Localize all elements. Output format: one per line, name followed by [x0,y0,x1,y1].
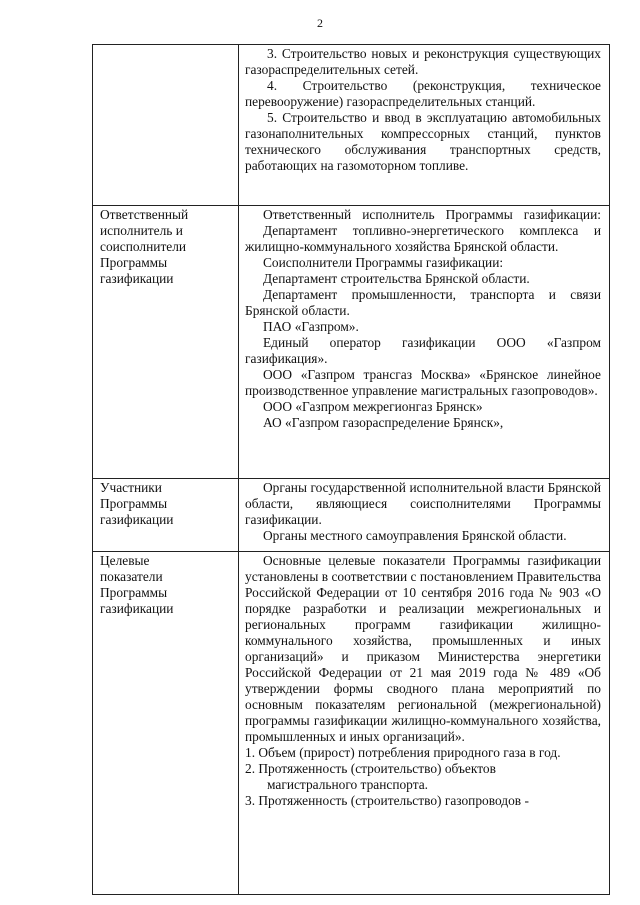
row-label-line: Целевые [100,553,150,568]
paragraph: Департамент строительства Брянской области. [263,271,530,286]
table-row-participants [93,479,610,552]
list-item: 2. Протяженность (строительство) объектов [245,761,496,776]
paragraph: 4. Строительство (реконструкция, техническое перевооружение) газораспределительных станций. [245,78,601,109]
row-label-cell [93,552,239,895]
row-label-line: Программы [100,255,168,270]
row-label-cell [93,206,239,479]
row-label-line: показатели [100,569,163,584]
list-item: 1. Объем (прирост) потребления природного газа в год. [245,745,561,760]
row-content-cell [239,45,610,206]
row-label-line: соисполнители [100,239,187,254]
paragraph: Департамент промышленности, транспорта и связи Брянской области. [245,287,601,318]
paragraph: Основные целевые показатели Программы газификации установлены в соответствии с постановлением Правительства Российской Федерации от 10 сентября 2016 года № 903 «О порядке разработки и реализации межрегиональных и региональных программ газификации жилищно-коммунального хозяйства, промышленных и иных организаций» и приказом Министерства энергетики Российской Федерации от 21 мая 2019 года № 489 «Об утверждении формы сводного плана мероприятий по основным показателям региональной (межрегиональной) программы газификации жилищно-коммунального хозяйства, промышленных и иных организаций». [245,553,601,744]
row-label-line: газификации [100,601,174,616]
row-content-cell [239,479,610,552]
row-content-cell [239,552,610,895]
paragraph: Ответственный исполнитель Программы газификации: [263,207,601,222]
paragraph: Органы местного самоуправления Брянской области. [263,528,567,543]
paragraph: Единый оператор газификации ООО «Газпром газификация». [245,335,601,366]
program-passport-table [92,44,610,895]
paragraph: Органы государственной исполнительной власти Брянской области, являющиеся соисполнителями Программы газификации. [245,480,601,527]
row-label-line: газификации [100,512,174,527]
list-item-continuation: магистрального транспорта. [267,777,429,792]
paragraph: ООО «Газпром трансгаз Москва» «Брянское линейное производственное управление магистральных газопроводов». [245,367,601,398]
table-row-targets [93,552,610,895]
page-number: 2 [317,16,323,30]
row-content-cell [239,206,610,479]
paragraph: ООО «Газпром межрегионгаз Брянск» [263,399,483,414]
paragraph: ПАО «Газпром». [263,319,359,334]
row-label-line: газификации [100,271,174,286]
row-label-line: Программы [100,585,168,600]
row-label-cell [93,45,239,206]
table-row-executors [93,206,610,479]
paragraph: 3. Строительство новых и реконструкция существующих газораспределительных сетей. [245,46,601,77]
paragraph: Департамент топливно-энергетического комплекса и жилищно-коммунального хозяйства Брянской области. [245,223,601,254]
table-row-activities [93,45,610,206]
row-label-cell [93,479,239,552]
row-label-line: Участники [100,480,162,495]
list-item: 3. Протяженность (строительство) газопроводов - [245,793,529,808]
paragraph: 5. Строительство и ввод в эксплуатацию автомобильных газонаполнительных компрессорных станций, пунктов технического обслуживания транспортных средств, работающих на газомоторном топливе. [245,110,601,173]
paragraph: Соисполнители Программы газификации: [263,255,504,270]
row-label-line: Ответственный [100,207,189,222]
row-label-line: Программы [100,496,168,511]
row-label-line: исполнитель и [100,223,183,238]
paragraph: АО «Газпром газораспределение Брянск», [263,415,504,430]
